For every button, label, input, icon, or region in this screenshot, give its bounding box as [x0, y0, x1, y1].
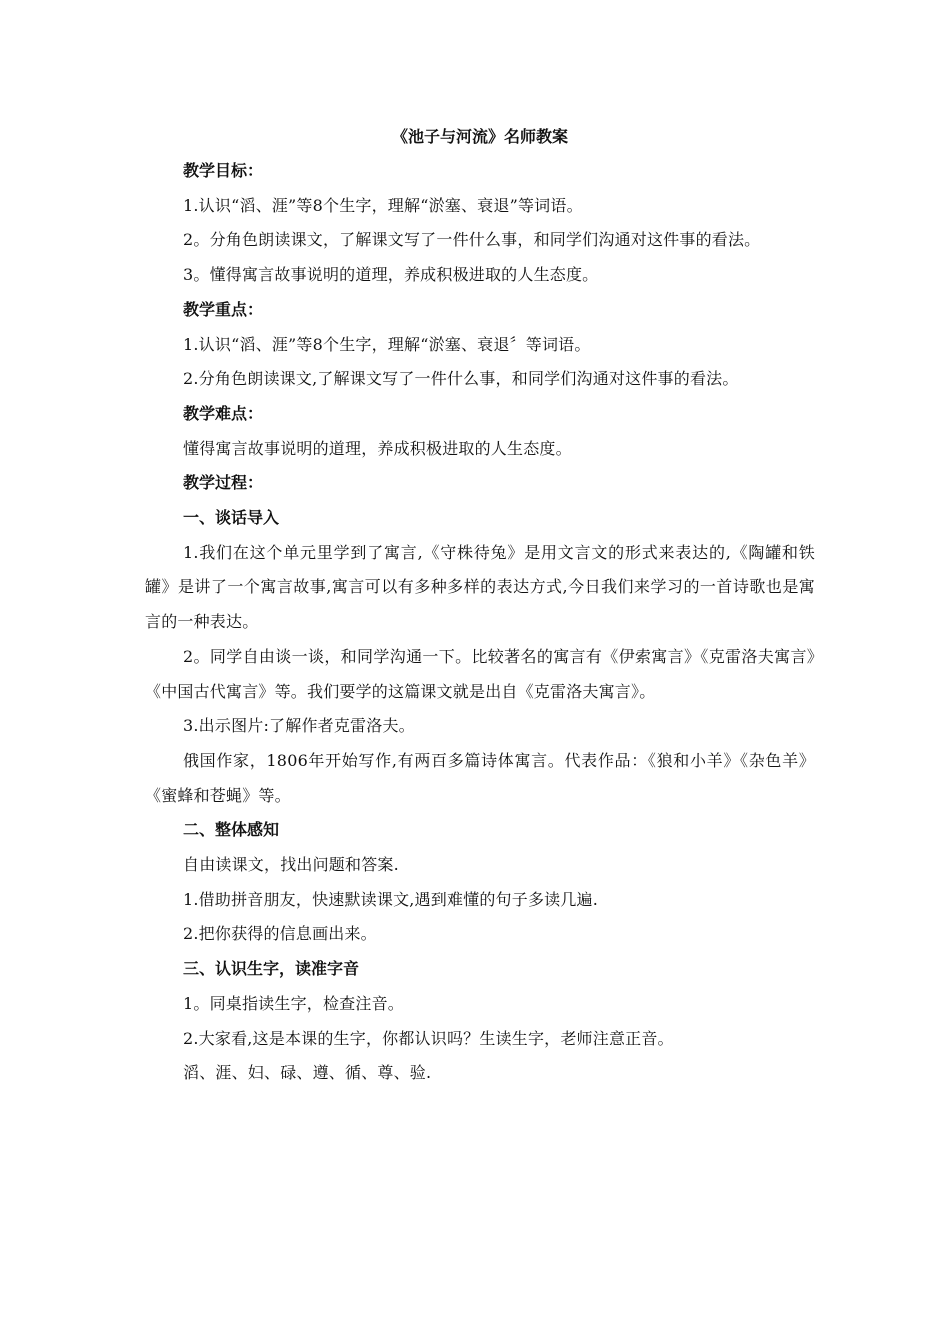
- section-heading-key-points: 教学重点：: [183, 299, 264, 319]
- goal-item-1: 1.认识“滔、涯”等8个生字，理解“淤塞、衰退”等词语。: [183, 195, 583, 215]
- introduction-item-2: 2。同学自由谈一谈，和同学沟通一下。比较著名的寓言有《伊索寓言》《克雷洛夫寓言》《中国古代寓言》等。我们要学的这篇课文就是出自《克雷洛夫寓言》。: [145, 646, 815, 701]
- section-heading-process: 教学过程：: [183, 473, 264, 493]
- introduction-item-4: 俄国作家，1806年开始写作,有两百多篇诗体寓言。代表作品：《狼和小羊》《杂色羊》《蜜蜂和苍蝇》等。: [145, 750, 815, 805]
- goal-item-3: 3。懂得寓言故事说明的道理，养成积极进取的人生态度。: [183, 265, 599, 285]
- document-body: [145, 120, 815, 1091]
- section-heading-goals: 教学目标：: [183, 161, 264, 180]
- subsection-heading-overall: 二、整体感知: [183, 820, 280, 840]
- overall-item-3: 2.把你获得的信息画出来。: [183, 924, 377, 944]
- subsection-heading-characters: 三、认识生字，读准字音: [183, 959, 360, 979]
- characters-item-2: 2.大家看,这是本课的生字，你都认识吗？生读生字，老师注意正音。: [183, 1028, 674, 1048]
- section-heading-difficulties: 教学难点：: [183, 403, 264, 423]
- key-point-item-2: 2.分角色朗读课文,了解课文写了一件什么事，和同学们沟通对这件事的看法。: [183, 369, 739, 389]
- characters-item-1: 1。同桌指读生字，检查注音。: [183, 993, 404, 1013]
- key-point-item-1: 1.认识“滔、涯”等8个生字，理解“淤塞、衰退〞等词语。: [183, 334, 591, 354]
- subsection-heading-introduction: 一、谈话导入: [183, 508, 280, 528]
- characters-item-3: 滔、涯、妇、碌、遵、循、尊、验.: [183, 1063, 432, 1083]
- document-title: 《池子与河流》名师教案: [391, 127, 568, 146]
- goal-item-2: 2。分角色朗读课文，了解课文写了一件什么事，和同学们沟通对这件事的看法。: [183, 230, 761, 250]
- overall-item-1: 自由读课文，找出问题和答案.: [183, 855, 399, 875]
- introduction-item-1: 1.我们在这个单元里学到了寓言,《守株待兔》是用文言文的形式来表达的,《陶罐和铁罐》是讲了一个寓言故事,寓言可以有多种多样的表达方式,今日我们来学习的一首诗歌也是寓言的一种表达。: [145, 542, 815, 632]
- introduction-item-3: 3.出示图片:了解作者克雷洛夫。: [183, 716, 415, 736]
- difficulty-item-1: 懂得寓言故事说明的道理，养成积极进取的人生态度。: [183, 438, 572, 458]
- overall-item-2: 1.借助拼音朋友，快速默读课文,遇到难懂的句子多读几遍.: [183, 889, 599, 909]
